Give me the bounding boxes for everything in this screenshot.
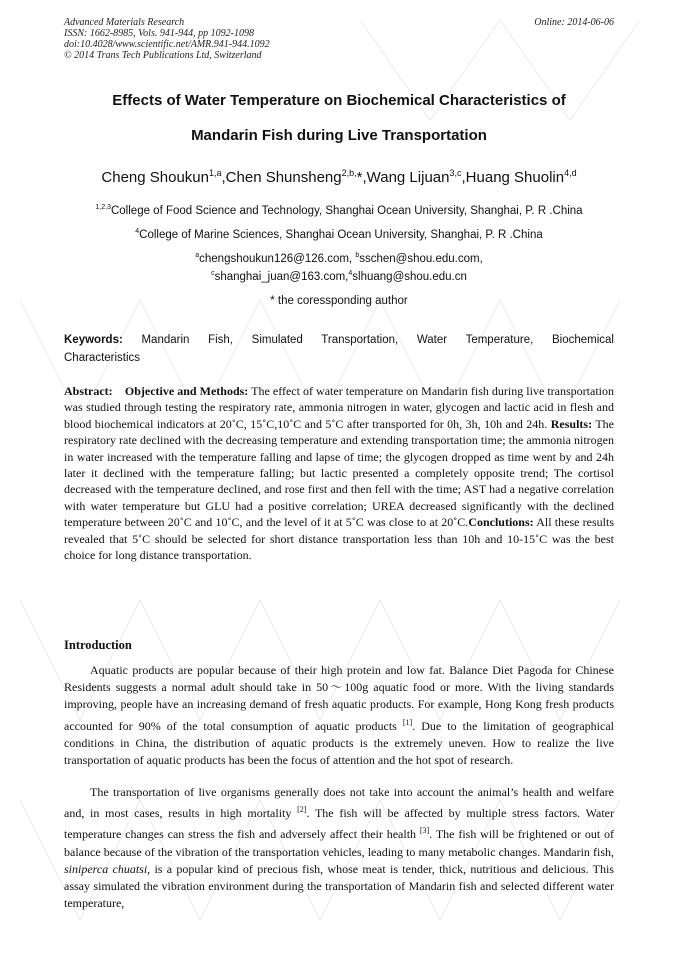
results-label: Results: (550, 416, 593, 431)
issn-line: ISSN: 1662-8985, Vols. 941-944, pp 1092-1098 (64, 28, 254, 39)
abstract-label: Abstract: (64, 384, 113, 398)
journal-meta (64, 17, 270, 61)
doi-line: doi:10.4028/www.scientific.net/AMR.941-944.1092 (64, 39, 270, 50)
email-line-1 (40, 252, 638, 265)
copyright-line: © 2014 Trans Tech Publications Ltd, Switzerland (64, 50, 262, 61)
keywords-label: Keywords: (64, 334, 123, 346)
author-sep: , (362, 169, 367, 186)
email-sup: 4 (348, 270, 353, 277)
email-link[interactable]: slhuang@shou.edu.cn (352, 270, 467, 283)
abstract-block (64, 383, 614, 563)
author-name: Cheng Shoukun (101, 169, 209, 186)
journal-name: Advanced Materials Research (64, 17, 185, 28)
paragraph-text: . The fish will be affected by multiple stress factors. Water temperature changes can stress the fish and adversely affect their health (64, 806, 614, 842)
intro-paragraph-2 (64, 784, 614, 912)
citation-ref[interactable]: [2] (297, 805, 307, 815)
corresponding-star: * (356, 169, 363, 186)
keywords-line-1 (64, 331, 614, 349)
conclusions-text: All these results revealed that 5˚C should be selected for short distance transportation less than 10h and 10-15˚C was the best choice for long distance transportation. (64, 515, 615, 563)
author-sep: , (221, 169, 226, 186)
author-name: Chen Shunsheng (225, 169, 342, 186)
author-name: Huang Shuolin (465, 169, 565, 186)
author-sup: 4,d (564, 168, 577, 178)
author-sup: 3,c (449, 168, 462, 178)
paragraph-text: . Due to the limitation of geographical conditions in China, the distribution of aquatic products is the extremely uneven. How to realize the live transportation of aquatic products has been the focus of attention and the hot spot of research. (64, 718, 614, 768)
email-link[interactable]: chengshoukun126@126.com, (199, 252, 356, 265)
paper-title-line-2: Mandarin Fish during Live Transportation (191, 127, 487, 144)
corresponding-note: * the coressponding author (270, 295, 408, 307)
paragraph-text: . The fish will be frightened or out of balance because of the vibration of the transportation vehicles, leading to many metabolic changes. Mandarin fish, (64, 827, 614, 859)
keywords-block (64, 331, 614, 367)
email-line-2 (40, 270, 638, 283)
affiliation-text: College of Food Science and Technology, Shanghai Ocean University, Shanghai, P. R .China (110, 204, 583, 217)
email-sup: a (195, 252, 200, 259)
affiliation-sup: 4 (135, 228, 140, 235)
results-text: The respiratory rate declined with the decreasing temperature and extending transportation time; the ammonia nitrogen in water increased with the temperature falling and lapse of time; the glycogen dropped as time went by and 24h later it declined with the temperature falling; but lactic presented a completely opposite trend; The cortisol decreased with the temperature declined, and rose first and then fell with the time; AST had a negative correlation with water temperature but GLU had a positive correlation; UREA decreased significantly with the declined temperature between 20˚C and 10˚C, and the level of it at 5˚C was close to at 20˚C. (64, 416, 614, 530)
author-list (40, 168, 638, 186)
email-sup: c (211, 270, 215, 277)
objective-text: The effect of water temperature on Mandarin fish during live transportation was studied through testing the respiratory rate, ammonia nitrogen in water, glycogen and lactic acid in flesh and blood biochemical indicators at 20˚C, 15˚C,10˚C and 5˚C after transported for 0h, 3h, 10h and 24h. (64, 384, 614, 431)
affiliation-sup: 1,2,3 (95, 204, 111, 211)
email-link[interactable]: sschen@shou.edu.com, (359, 252, 483, 265)
paragraph-text: Aquatic products are popular because of their high protein and low fat. Balance Diet Pagoda for Chinese Residents suggests a normal adult should take in 50～100g aquatic food or more. With the living standards improving, people have an increasing demand of fresh aquatic products. For example, Hong Kong fresh products accounted for 90% of the total consumption of aquatic products (64, 663, 614, 733)
author-sup: 2,b, (341, 168, 357, 178)
affiliation-1 (40, 204, 638, 217)
paragraph-text: The transportation of live organisms generally does not take into account the animal’s health and welfare and, in most cases, results in high mortality (64, 785, 614, 821)
citation-ref[interactable]: [1] (402, 717, 413, 727)
species-name: siniperca chuatsi (64, 861, 148, 876)
keywords-line-2: Characteristics (64, 352, 141, 364)
affiliation-text: College of Marine Sciences, Shanghai Ocean University, Shanghai, P. R .China (139, 228, 543, 241)
author-name: Wang Lijuan (366, 169, 450, 186)
affiliation-2 (40, 228, 638, 241)
email-sup: b (355, 252, 360, 259)
author-sep: , (461, 169, 466, 186)
online-date: Online: 2014-06-06 (534, 17, 614, 28)
email-link[interactable]: shanghai_juan@163.com, (214, 270, 349, 283)
conclusions-label: Conclutions: (468, 515, 534, 530)
paper-title-line-1: Effects of Water Temperature on Biochemical Characteristics of (112, 92, 566, 109)
citation-ref[interactable]: [3] (419, 826, 430, 836)
author-sup: 1,a (208, 168, 222, 178)
intro-paragraph-1 (64, 662, 614, 769)
section-heading-introduction: Introduction (64, 638, 132, 652)
paragraph-text: , is a popular kind of precious fish, whose meat is tender, thick, nutritious and delicious. This assay simulated the vibration environment during the transportation of Mandarin fish and selected different water temperature, (64, 861, 614, 911)
objective-label: Objective and Methods: (124, 384, 249, 398)
keywords-text: Mandarin Fish, Simulated Transportation, Water Temperature, Biochemical (141, 334, 614, 346)
